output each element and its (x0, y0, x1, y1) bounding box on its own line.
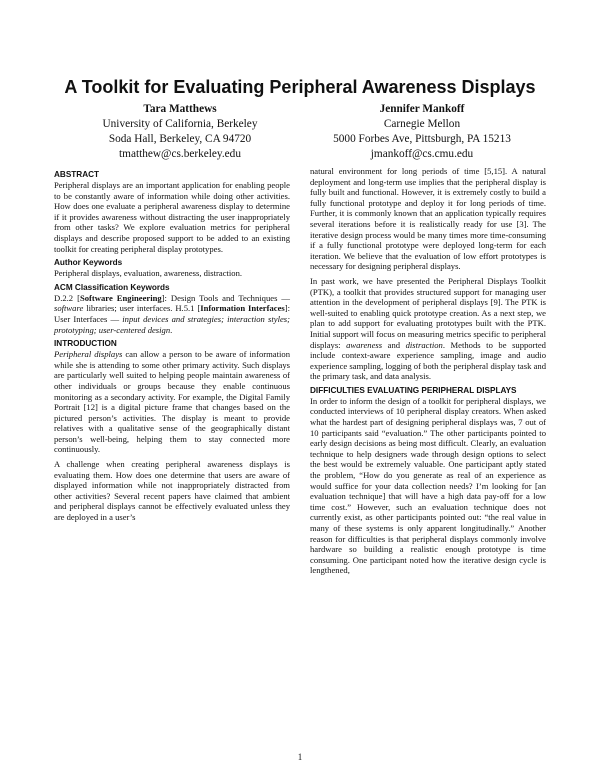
intro-text: . Methods to be supported include context-aware experience sampling, image and audio experience sampling, logging of both the peripheral display task and the primary task, and data analysis. (310, 339, 546, 382)
acm-term: input devices and strategies; interaction styles; prototyping; user-centered design (54, 313, 291, 335)
author-block-1 (60, 102, 300, 162)
abstract-text: Peripheral displays are an important application for enabling people to be constantly aware of information while doing other activities. How does one evaluate a peripheral awareness display to determine if it provides awareness without distracting the user inappropriately from other tasks? We explore evaluation metrics for peripheral displays and describe proposed support to be added to an existing toolkit for creating peripheral display prototypes. (54, 180, 290, 254)
acm-term: software (54, 303, 84, 314)
intro-text: and (382, 339, 406, 350)
acm-text-part: ]: Design Tools and Techniques — (161, 292, 291, 303)
author-email: tmatthew@cs.berkeley.edu (119, 148, 241, 160)
page-number: 1 (297, 752, 303, 762)
difficulties-text: In order to inform the design of a toolkit for peripheral displays, we conducted interviews of 10 peripheral display creators. When asked what the hardest part of designing peripheral displays was, 7 out of 10 participants said “evaluation.” The other participants pointed to early design decisions as being most difficult. Clearly, an evaluation technique to help designers wade through design options to select the best would be extremely valuable. One participant aptly stated the problem, “How do you generate as real of an experience as would suffice for your data collection needs? I’m looking for [an evaluation technique] that will have a high data pay-off for a low time cost.” However, such an evaluation technique does not currently exist, as other participants pointed out: “the real value in many of these systems is only apparent longitudinally.” Another reason for difficulties is that peripheral displays commonly involve hardware so building a realistic enough prototype is time consuming. One participant noted how the iterative design cycle is lengthened, (310, 395, 546, 576)
author-name: Jennifer Mankoff (379, 103, 465, 115)
intro-text: can allow a person to be aware of information while she is attending to some other primary activity. Such displays are particularly well suited to helping people maintain awareness of other individuals or groups because they enable continuous monitoring as a secondary activity. For example, the Digital Family Portrait [12] is a digital picture frame that changes based on the pictured person’s activities. The display is meant to provide relatives with a qualitative sense of the geographically distant person’s well-being, helping them to stay connected more continuously. (54, 349, 290, 455)
introduction-heading: INTRODUCTION (54, 339, 117, 349)
right-column (310, 166, 546, 580)
abstract-heading: ABSTRACT (54, 170, 100, 179)
acm-category: Information Interfaces (200, 303, 285, 314)
acm-text-part: libraries; user interfaces. H.5.1 [ (83, 303, 201, 314)
difficulties-heading: DIFFICULTIES EVALUATING PERIPHERAL DISPLAYS (310, 385, 517, 395)
intro-term: awareness (346, 339, 383, 350)
keywords-text: Peripheral displays, evaluation, awareness, distraction. (54, 268, 243, 279)
paper-title: A Toolkit for Evaluating Peripheral Awareness Displays (64, 77, 536, 97)
author-block-2 (302, 102, 542, 162)
acm-text (54, 293, 290, 335)
author-email: jmankoff@cs.cmu.edu (370, 148, 474, 160)
intro-paragraph-3: natural environment for long periods of time [5,15]. A natural deployment and long-term use implies that the peripheral display is fully built and functional. However, it is extremely costly to build a fully functional prototype and deploy it for long periods of time. Further, it is commonly known that an application typically requires several iterations before it is realistically ready for use [3]. The iterative design process would be many times more time-consuming if a fully functional prototype were deployed long-term for each iteration. We believe that the evaluation of low effort prototypes is necessary for designing peripheral displays. (310, 166, 546, 272)
author-affiliation: University of California, Berkeley (102, 118, 258, 130)
author-address: Soda Hall, Berkeley, CA 94720 (108, 133, 252, 145)
intro-term: Peripheral displays (54, 349, 123, 360)
left-column (54, 166, 290, 527)
author-affiliation: Carnegie Mellon (383, 118, 461, 130)
keywords-heading: Author Keywords (54, 258, 123, 268)
author-address: 5000 Forbes Ave, Pittsburgh, PA 15213 (333, 133, 511, 145)
acm-text-part: . (170, 324, 173, 335)
acm-category: Software Engineering (79, 292, 162, 303)
intro-paragraph-4 (310, 276, 546, 382)
acm-text-part: ]: User Interfaces — (54, 303, 291, 324)
acm-text-part: D.2.2 [ (54, 292, 80, 303)
intro-text: In past work, we have presented the Peripheral Displays Toolkit (PTK), a toolkit that provides structured support for managing user attention in the development of peripheral displays [9]. The PTK is well-suited to enabling quick prototype creation. As a next step, we plan to add support for evaluating prototypes built with the PTK. Initial support will focus on measuring metrics specific to peripheral displays: (310, 275, 546, 350)
author-name: Tara Matthews (143, 103, 217, 115)
intro-paragraph-1 (54, 349, 290, 455)
acm-heading: ACM Classification Keywords (54, 282, 170, 292)
intro-paragraph-2: A challenge when creating peripheral awareness displays is evaluating them. How does one determine that users are aware of displayed information while not inappropriately distracted from other activities? Several recent papers have claimed that ambient and peripheral displays cannot be effectively evaluated unless they are deployed in a user’s (54, 459, 290, 523)
intro-term: distraction (405, 339, 443, 350)
